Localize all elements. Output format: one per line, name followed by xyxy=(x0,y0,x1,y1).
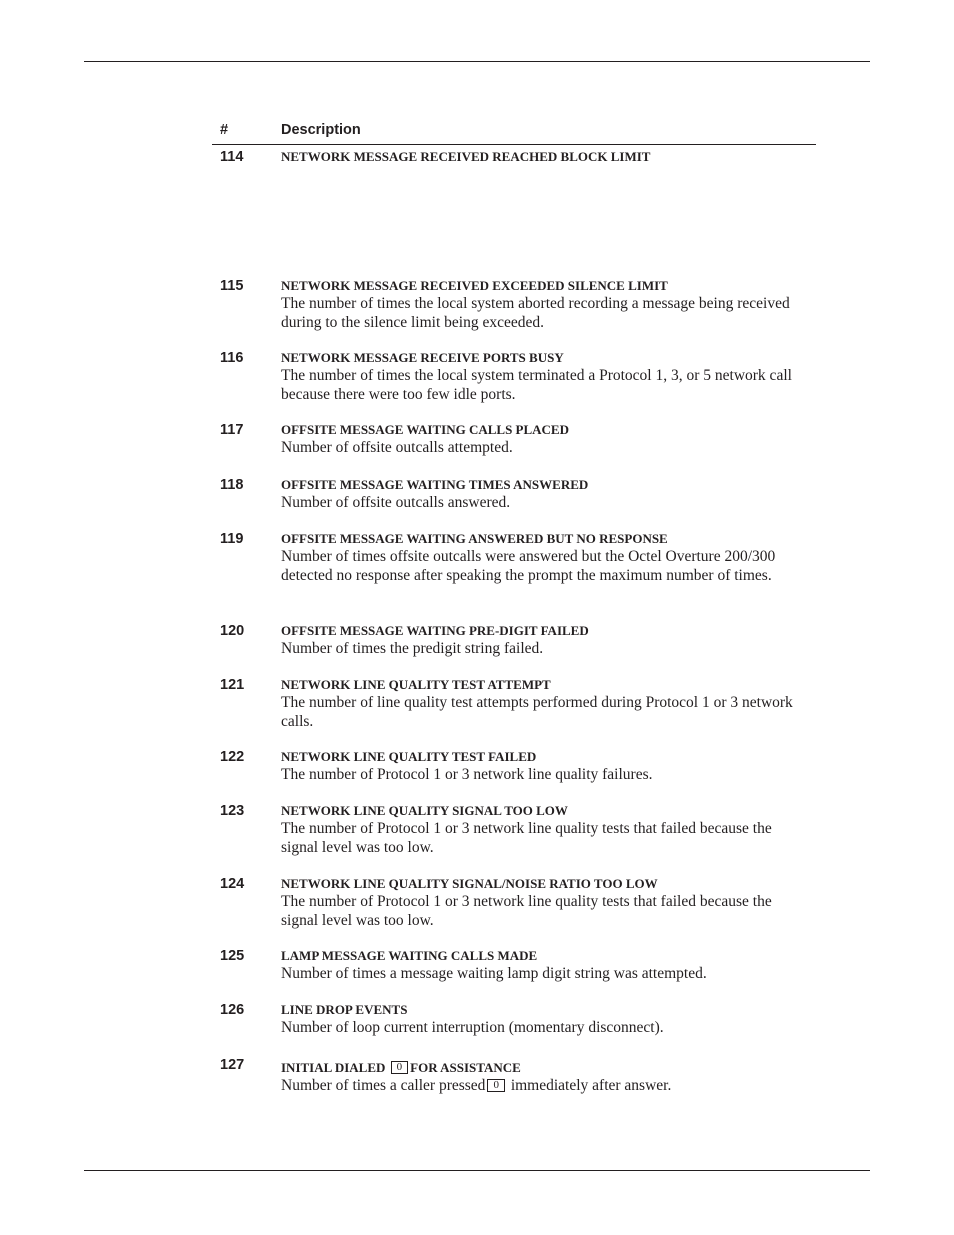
zero-key-icon: 0 xyxy=(391,1061,409,1074)
row-number: 123 xyxy=(220,803,245,819)
row-description: The number of times the local system aborted recording a message being received during to the silence limit being exceeded. xyxy=(281,295,790,331)
desc-text-before: Number of times a caller pressed xyxy=(281,1077,486,1094)
row-description: Number of loop current interruption (momentary disconnect). xyxy=(281,1019,664,1036)
row-description: Number of times the predigit string failed. xyxy=(281,640,544,657)
header-rule xyxy=(84,61,870,62)
row-title xyxy=(281,1059,811,1077)
footer-rule xyxy=(84,1170,870,1171)
row-number: 125 xyxy=(220,948,245,964)
row-title: NETWORK MESSAGE RECEIVED EXCEEDED SILENCE LIMIT xyxy=(281,278,668,293)
row-description: Number of times offsite outcalls were answered but the Octel Overture 200/300 detected no response after speaking the prompt the maximum number of times. xyxy=(281,548,776,584)
row-description xyxy=(281,1077,811,1096)
row-description: Number of offsite outcalls answered. xyxy=(281,494,511,511)
row-number: 124 xyxy=(220,876,245,892)
zero-key-icon: 0 xyxy=(487,1079,505,1092)
row-description: The number of Protocol 1 or 3 network line quality failures. xyxy=(281,766,653,783)
title-text-after: FOR ASSISTANCE xyxy=(410,1060,521,1075)
row-title: LINE DROP EVENTS xyxy=(281,1002,408,1017)
row-number: 116 xyxy=(220,350,244,366)
row-number: 126 xyxy=(220,1002,245,1018)
row-title: OFFSITE MESSAGE WAITING TIMES ANSWERED xyxy=(281,477,589,492)
row-description: The number of line quality test attempts performed during Protocol 1 or 3 network calls. xyxy=(281,694,793,730)
row-title: NETWORK LINE QUALITY SIGNAL TOO LOW xyxy=(281,803,568,818)
title-text-before: INITIAL DIALED xyxy=(281,1060,386,1075)
row-number: 114 xyxy=(220,149,244,165)
row-number: 122 xyxy=(220,749,245,765)
row-number: 115 xyxy=(220,278,244,294)
row-title: LAMP MESSAGE WAITING CALLS MADE xyxy=(281,948,538,963)
table-header xyxy=(212,121,816,145)
row-number: 127 xyxy=(220,1057,245,1073)
row-title: NETWORK MESSAGE RECEIVED REACHED BLOCK LIMIT xyxy=(281,149,651,164)
row-title: NETWORK LINE QUALITY TEST ATTEMPT xyxy=(281,677,551,692)
row-description: The number of times the local system terminated a Protocol 1, 3, or 5 network call because there were too few idle ports. xyxy=(281,367,792,403)
row-number: 120 xyxy=(220,623,245,639)
row-number: 121 xyxy=(220,677,245,693)
row-title: OFFSITE MESSAGE WAITING ANSWERED BUT NO RESPONSE xyxy=(281,531,668,546)
row-number: 118 xyxy=(220,477,244,493)
row-title: OFFSITE MESSAGE WAITING CALLS PLACED xyxy=(281,422,569,437)
row-title: OFFSITE MESSAGE WAITING PRE-DIGIT FAILED xyxy=(281,623,589,638)
row-title: NETWORK LINE QUALITY SIGNAL/NOISE RATIO TOO LOW xyxy=(281,876,658,891)
row-description: Number of times a message waiting lamp digit string was attempted. xyxy=(281,965,707,982)
row-title: NETWORK MESSAGE RECEIVE PORTS BUSY xyxy=(281,350,564,365)
column-header-number: # xyxy=(220,122,229,138)
column-header-description: Description xyxy=(281,122,361,138)
desc-text-after: immediately after answer. xyxy=(510,1077,672,1094)
row-description: Number of offsite outcalls attempted. xyxy=(281,439,513,456)
row-description: The number of Protocol 1 or 3 network line quality tests that failed because the signal level was too low. xyxy=(281,820,772,856)
row-number: 117 xyxy=(220,422,244,438)
row-number: 119 xyxy=(220,531,244,547)
row-title: NETWORK LINE QUALITY TEST FAILED xyxy=(281,749,537,764)
row-description: The number of Protocol 1 or 3 network line quality tests that failed because the signal level was too low. xyxy=(281,893,772,929)
